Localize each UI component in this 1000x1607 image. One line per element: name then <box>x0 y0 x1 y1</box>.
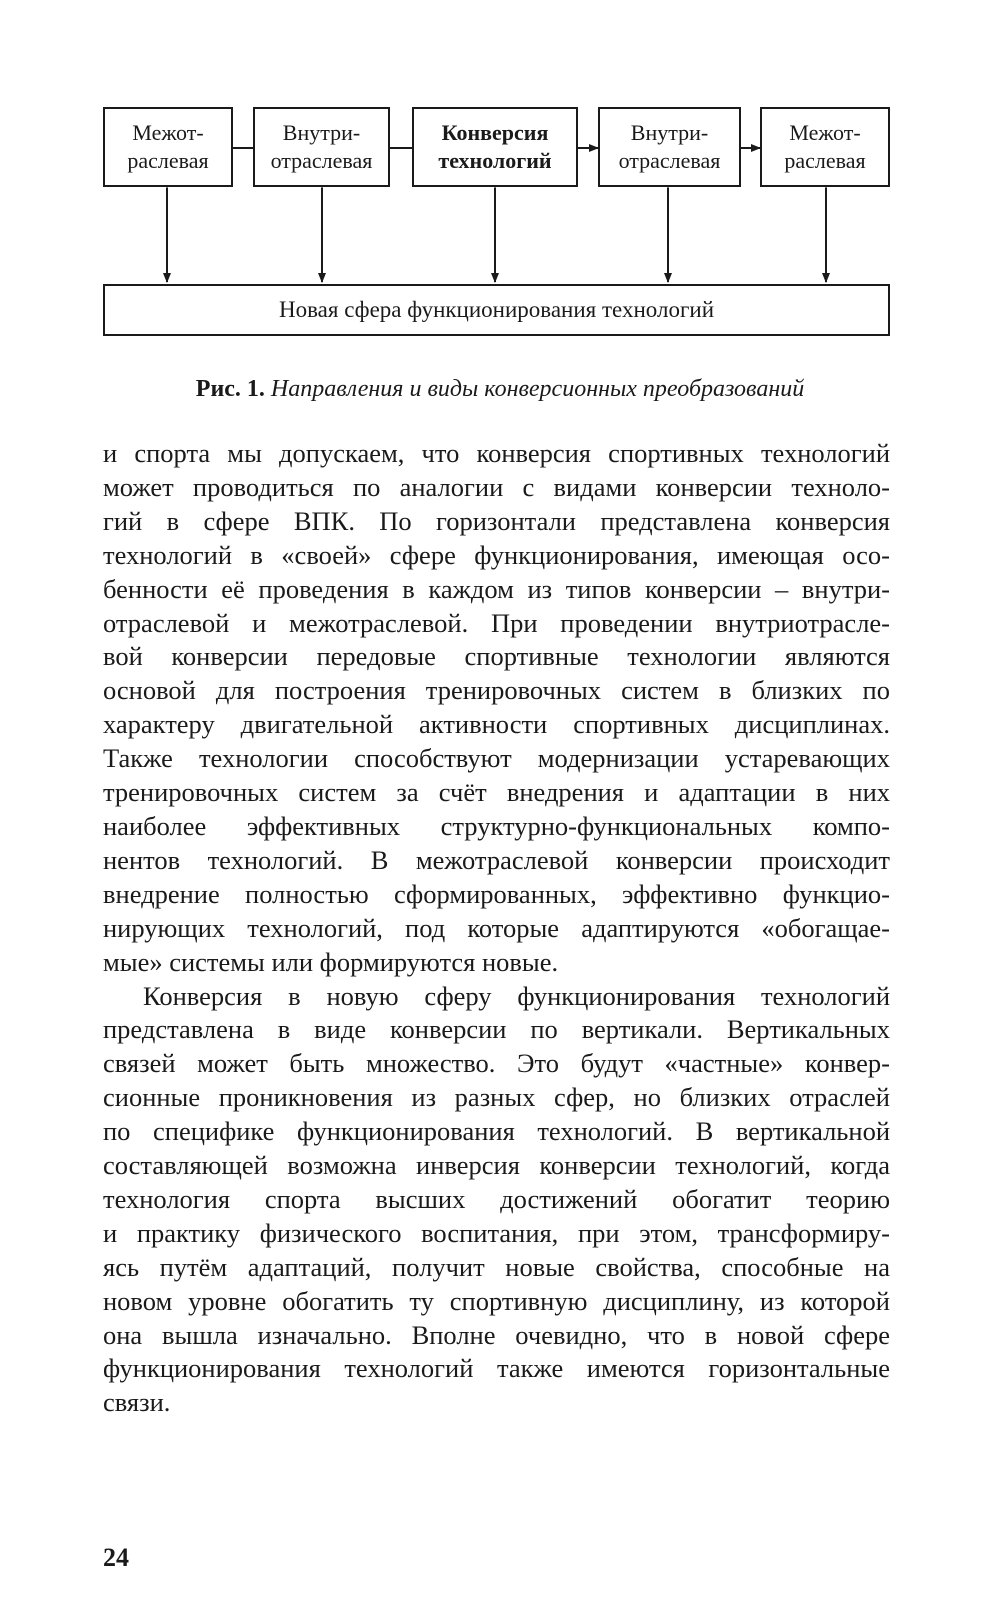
text-line: Конверсия в новую сферу функционирования технологий <box>143 980 890 1011</box>
box-line: Конверсия <box>441 120 549 145</box>
text-line: внедрение полностью сформированных, эффективно функцио- <box>103 878 890 909</box>
box-new-sphere <box>103 284 890 336</box>
text-line: технологий в «своей» сфере функционирования, имеющая осо- <box>103 539 890 570</box>
box-line: Новая сфера функционирования технологий <box>278 297 714 322</box>
conversion-diagram <box>0 0 1000 360</box>
text-line: технология спорта высших достижений обогатит теорию <box>103 1183 890 1214</box>
text-line: может проводиться по аналогии с видами конверсии техноло- <box>103 471 890 502</box>
box-intraindustry-left <box>253 107 390 187</box>
box-line: раслевая <box>784 148 866 173</box>
text-line: тренировочных систем за счёт внедрения и адаптации в них <box>103 777 890 808</box>
text-line: по специфике функционирования технологий. В вертикальной <box>103 1116 890 1147</box>
text-line: ясь путём адаптаций, получит новые свойства, способные на <box>103 1251 890 1282</box>
text-line: представлена в виде конверсии по вертикали. Вертикальных <box>103 1014 890 1045</box>
box-interindustry-left <box>103 107 233 187</box>
caption-text: Направления и виды конверсионных преобразований <box>270 376 805 402</box>
text-line: нирующих технологий, под которые адаптируются «обогащае- <box>103 912 890 943</box>
text-line: связи. <box>103 1387 171 1418</box>
text-line: отраслевой и межотраслевой. При проведении внутриотрасле- <box>103 607 890 638</box>
text-line: основой для построения тренировочных систем в близких по <box>103 675 890 706</box>
box-line: отраслевая <box>270 148 373 173</box>
box-line: отраслевая <box>618 148 721 173</box>
box-intraindustry-right <box>598 107 741 187</box>
text-line: нентов технологий. В межотраслевой конверсии происходит <box>103 844 890 875</box>
text-line: и практику физического воспитания, при этом, трансформиру- <box>103 1217 890 1248</box>
text-line: и спорта мы допускаем, что конверсия спортивных технологий <box>103 438 890 468</box>
box-line: технологий <box>438 148 552 173</box>
text-line: функционирования технологий также имеются горизонтальные <box>103 1353 890 1384</box>
text-line: Также технологии способствуют модернизации устаревающих <box>103 743 890 774</box>
paragraph-1 <box>103 437 890 980</box>
text-line: мые» системы или формируются новые. <box>103 946 559 977</box>
box-line: раслевая <box>127 148 209 173</box>
box-line: Внутри- <box>282 120 361 145</box>
text-line: наиболее эффективных структурно-функциональных компо- <box>103 810 890 841</box>
figure-caption <box>0 376 1000 403</box>
text-line: связей может быть множество. Это будут «частные» конвер- <box>103 1048 890 1079</box>
text-line: сионные проникновения из разных сфер, но близких отраслей <box>103 1082 890 1113</box>
text-line: гий в сфере ВПК. По горизонтали представлена конверсия <box>103 505 890 536</box>
box-line: Внутри- <box>630 120 709 145</box>
box-technology-conversion <box>412 107 578 187</box>
text-line: она вышла изначально. Вполне очевидно, что в новой сфере <box>103 1319 890 1350</box>
box-interindustry-right <box>760 107 890 187</box>
text-line: составляющей возможна инверсия конверсии технологий, когда <box>103 1150 890 1181</box>
caption-label: Рис. 1. <box>195 376 265 402</box>
text-line: бенности её проведения в каждом из типов конверсии – внутри- <box>103 573 890 604</box>
text-line: характеру двигательной активности спортивных дисциплинах. <box>103 709 890 740</box>
box-line: Межот- <box>132 120 204 145</box>
box-line: Межот- <box>789 120 861 145</box>
body-text <box>103 437 890 1420</box>
text-line: новом уровне обогатить ту спортивную дисциплину, из которой <box>103 1285 890 1316</box>
paragraph-2 <box>103 980 890 1421</box>
text-line: вой конверсии передовые спортивные технологии являются <box>103 641 890 672</box>
page-number: 24 <box>103 1543 129 1572</box>
